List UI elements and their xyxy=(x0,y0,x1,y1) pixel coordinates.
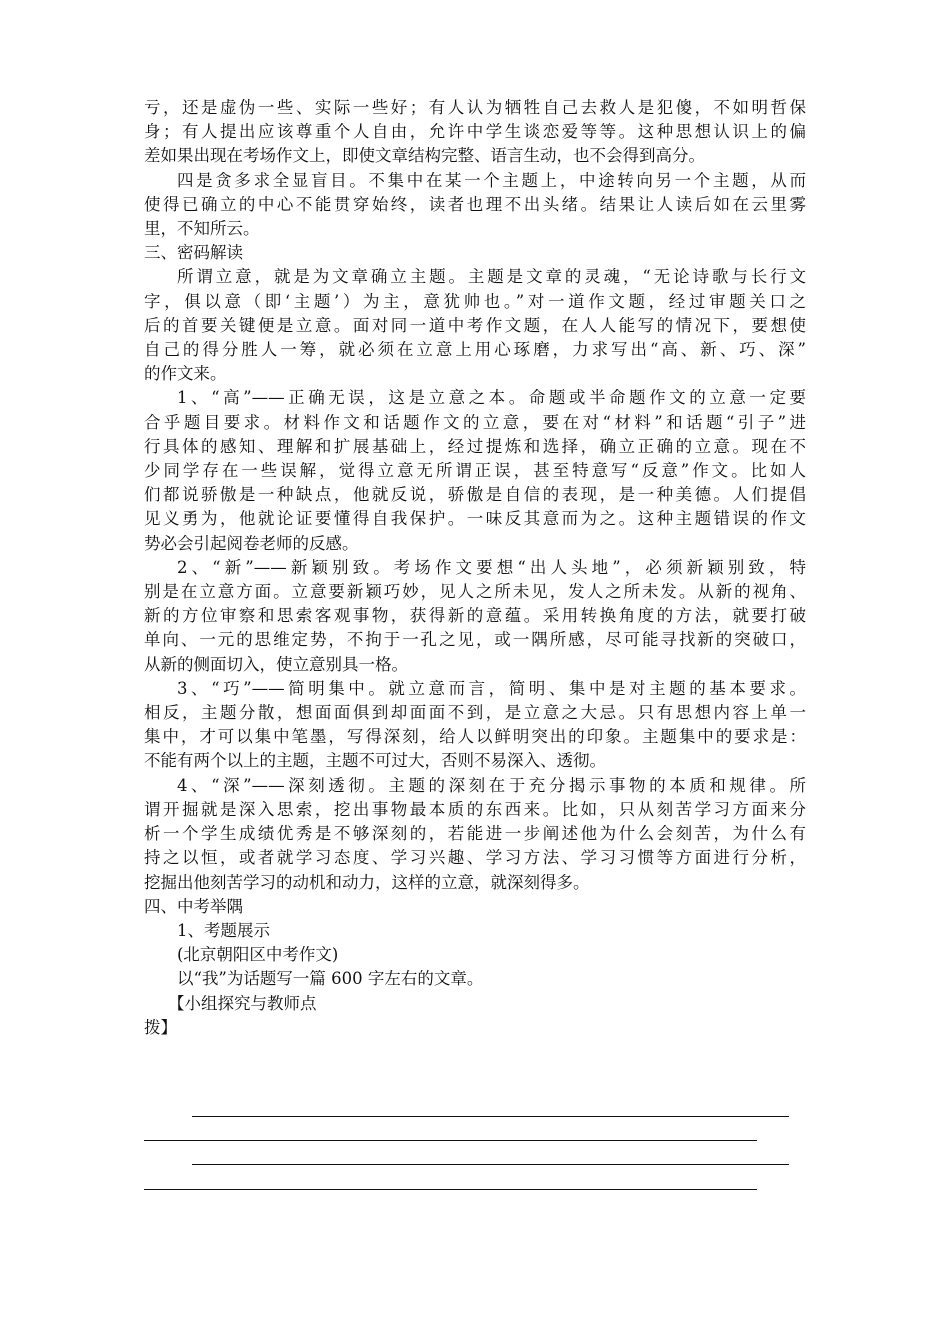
text-line: 势必会引起阅卷老师的反感。 xyxy=(144,533,359,553)
text-line: 里，不知所云。 xyxy=(144,219,260,239)
text-line: 四是贪多求全显盲目。不集中在某一个主题上，中途转向另一个主题，从而 xyxy=(177,170,806,190)
text-line: 少同学存在一些误解，觉得立意无所谓正误，甚至特意写“反意”作文。比如人 xyxy=(144,461,806,481)
document-body xyxy=(144,96,806,1040)
text-line: 析一个学生成绩优秀是不够深刻的，若能进一步阐述他为什么会刻苦，为什么有 xyxy=(144,824,806,844)
text-line: 三、密码解读 xyxy=(144,243,243,263)
text-line: 后的首要关键便是立意。面对同一道中考作文题，在人人能写的情况下，要想使 xyxy=(144,315,806,335)
text-line: 集中，才可以集中笔墨，写得深刻，给人以鲜明突出的印象。主题集中的要求是： xyxy=(144,727,806,747)
text-line: 4、“深”——深刻透彻。主题的深刻在于充分揭示事物的本质和规律。所 xyxy=(177,775,806,795)
text-line: 拨】 xyxy=(144,1017,177,1037)
text-line: 1、“高”——正确无误，这是立意之本。命题或半命题作文的立意一定要 xyxy=(177,388,806,408)
text-line: 所谓立意，就是为文章确立主题。主题是文章的灵魂，“无论诗歌与长行文 xyxy=(177,267,806,287)
text-line: 相反，主题分散，想面面俱到却面面不到，是立意之大忌。只有思想内容上单一 xyxy=(144,703,806,723)
answer-line-2 xyxy=(144,1140,757,1141)
answer-line-4 xyxy=(144,1189,757,1190)
text-line: 行具体的感知、理解和扩展基础上，经过提炼和选择，确立正确的立意。现在不 xyxy=(144,436,806,456)
text-line: 以“我”为话题写一篇 600 字左右的文章。 xyxy=(177,969,484,989)
text-line: 们都说骄傲是一种缺点，他就反说，骄傲是自信的表现，是一种美德。人们提倡 xyxy=(144,485,806,505)
text-line: 谓开掘就是深入思索，挖出事物最本质的东西来。比如，只从刻苦学习方面来分 xyxy=(144,799,806,819)
text-line: 1、考题展示 xyxy=(177,920,270,940)
text-line: 挖掘出他刻苦学习的动机和动力，这样的立意，就深刻得多。 xyxy=(144,872,590,892)
text-line: 四、中考举隅 xyxy=(144,896,243,916)
text-line: (北京朝阳区中考作文) xyxy=(177,945,339,965)
text-line: 见义勇为，他就论证要懂得自我保护。一味反其意而为之。这种主题错误的作文 xyxy=(144,509,806,529)
text-line: 合乎题目要求。材料作文和话题作文的立意，要在对“材料”和话题“引子”进 xyxy=(144,412,806,432)
text-line: 新的方位审察和思索客观事物，获得新的意蕴。采用转换角度的方法，就要打破 xyxy=(144,606,806,626)
text-line: 持之以恒，或者就学习态度、学习兴趣、学习方法、学习习惯等方面进行分析， xyxy=(144,848,806,868)
text-line: 的作文来。 xyxy=(144,364,227,384)
answer-line-1 xyxy=(192,1116,789,1117)
text-line: 单向、一元的思维定势，不拘于一孔之见，或一隅所感，尽可能寻找新的突破口， xyxy=(144,630,806,650)
text-line: 3、“巧”——简明集中。就立意而言，简明、集中是对主题的基本要求。 xyxy=(177,678,806,698)
text-line: 差如果出现在考场作文上，即使文章结构完整、语言生动，也不会得到高分。 xyxy=(144,146,705,166)
text-line: 身；有人提出应该尊重个人自由，允许中学生谈恋爱等等。这种思想认识上的偏 xyxy=(144,122,806,142)
text-line: 不能有两个以上的主题，主题不可过大，否则不易深入、透彻。 xyxy=(144,751,606,771)
text-line: 使得已确立的中心不能贯穿始终，读者也理不出头绪。结果让人读后如在云里雾 xyxy=(144,194,806,214)
answer-line-3 xyxy=(192,1164,789,1165)
text-line: 自己的得分胜人一筹，就必须在立意上用心琢磨，力求写出“高、新、巧、深” xyxy=(144,340,806,360)
text-line: 别是在立意方面。立意要新颖巧妙，见人之所未见，发人之所未发。从新的视角、 xyxy=(144,582,806,602)
text-line: 亏，还是虚伪一些、实际一些好；有人认为牺牲自己去救人是犯傻，不如明哲保 xyxy=(144,98,806,117)
text-line: 从新的侧面切入，使立意别具一格。 xyxy=(144,654,408,674)
text-line: 【小组探究与教师点 xyxy=(168,993,317,1013)
text-line: 字，俱以意（即‘主题’）为主，意犹帅也。”对一道作文题，经过审题关口之 xyxy=(144,291,806,311)
text-line: 2、“新”——新颖别致。考场作文要想“出人头地”，必须新颖别致，特 xyxy=(177,557,806,577)
